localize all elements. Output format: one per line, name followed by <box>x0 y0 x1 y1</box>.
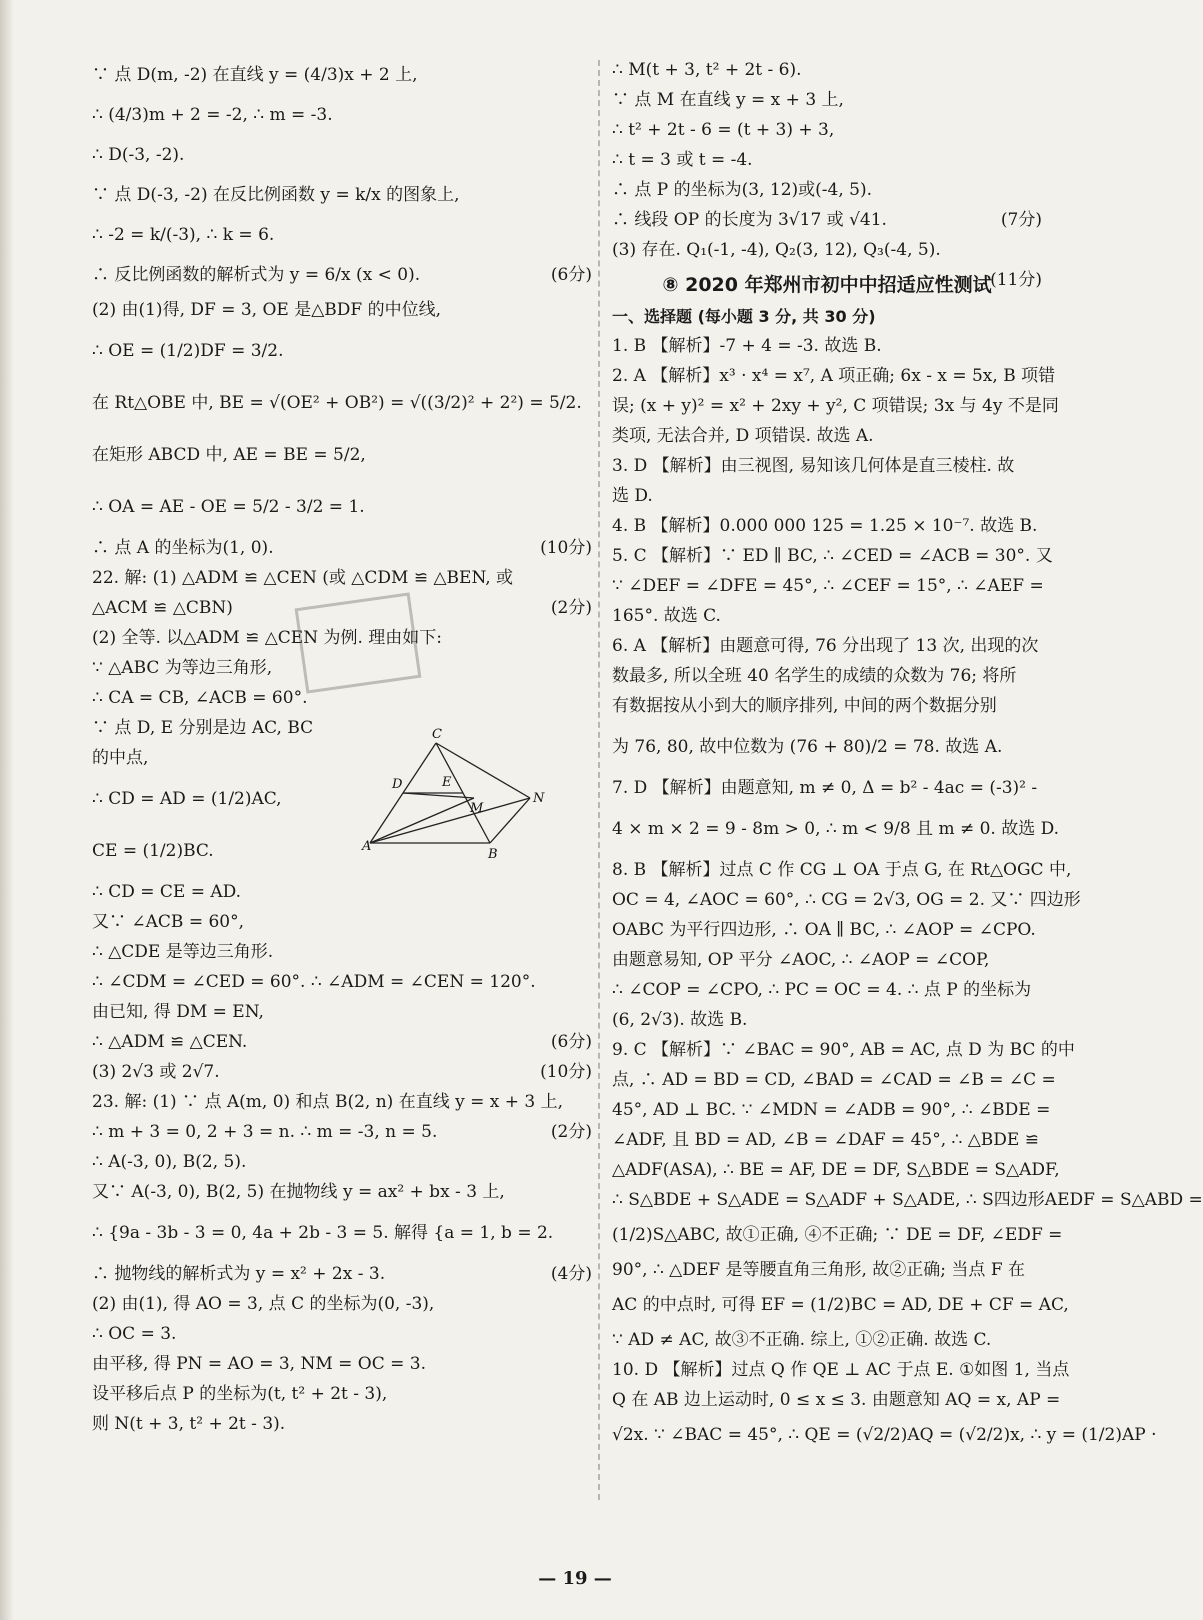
figure-line-an <box>370 798 530 843</box>
solution-line <box>92 1117 592 1147</box>
answer-line <box>612 1065 1056 1095</box>
answer-line-text: ∴ ∠COP = ∠CPO, ∴ PC = OC = 4. ∴ 点 P 的坐标为 <box>612 980 1032 1000</box>
figure-line-bn <box>490 798 530 843</box>
score-mark: (7分) <box>1000 210 1042 230</box>
solution-line <box>92 937 592 967</box>
solution-line-text: ∴ CA = CB, ∠ACB = 60°. <box>92 688 308 708</box>
solution-line <box>92 215 592 255</box>
solution-line <box>92 1177 592 1207</box>
column-divider <box>598 60 600 1500</box>
solution-line-text: 又∵ A(-3, 0), B(2, 5) 在抛物线 y = ax² + bx - 3 上, <box>92 1182 505 1202</box>
solution-line-text: 则 N(t + 3, t² + 2t - 3). <box>92 1414 286 1434</box>
solution-line <box>92 653 592 683</box>
solution-line-text: 又∵ ∠ACB = 60°, <box>92 912 245 932</box>
answer-line <box>612 1325 1042 1355</box>
solution-line <box>92 1057 592 1087</box>
answer-line <box>612 1215 1063 1255</box>
score-mark: (10分) <box>540 1062 592 1082</box>
answer-line <box>612 331 1042 361</box>
answer-line <box>612 885 1081 915</box>
figure-label-c: C <box>432 727 442 742</box>
answer-line <box>612 721 1042 773</box>
answer-line <box>612 1415 1157 1455</box>
solution-line-text: ∴ t² + 2t - 6 = (t + 3) + 3, <box>612 120 835 140</box>
solution-line-text: 设平移后点 P 的坐标为(t, t² + 2t - 3), <box>92 1384 388 1404</box>
answer-line <box>612 541 1053 571</box>
answer-line-text: 45°, AD ⊥ BC. ∵ ∠MDN = ∠ADB = 90°, ∴ ∠BDE = <box>612 1100 1051 1120</box>
answer-line-text: 类项, 无法合并, D 项错误. 故选 A. <box>612 426 874 446</box>
solution-line <box>92 325 592 377</box>
answer-line-text: 9. C 【解析】∵ ∠BAC = 90°, AB = AC, 点 D 为 BC 的中 <box>612 1040 1075 1060</box>
solution-line <box>92 563 592 593</box>
answer-line <box>612 421 1042 451</box>
solution-line-text: (2) 由(1), 得 AO = 3, 点 C 的坐标为(0, -3), <box>92 1294 435 1314</box>
solution-line-text: ∴ 点 P 的坐标为(3, 12)或(-4, 5). <box>612 180 873 200</box>
solution-line-text: 在矩形 ABCD 中, AE = BE = 5/2, <box>92 445 366 465</box>
score-mark: (6分) <box>550 1032 592 1052</box>
solution-line <box>92 1259 592 1289</box>
answer-line-text: 5. C 【解析】∵ ED ∥ BC, ∴ ∠CED = ∠ACB = 30°. 又 <box>612 546 1053 566</box>
solution-line-text: ∴ M(t + 3, t² + 2t - 6). <box>612 60 802 80</box>
solution-line <box>92 1289 592 1319</box>
solution-line <box>92 683 592 713</box>
solution-line-text: ∴ CD = AD = (1/2)AC, <box>92 789 282 809</box>
answer-line <box>612 451 1042 481</box>
answer-line <box>612 915 1042 945</box>
page-edge-shadow <box>0 0 14 1620</box>
page-number: — 19 — <box>538 1568 612 1589</box>
solution-line <box>92 481 592 533</box>
answer-line <box>612 1185 1203 1215</box>
answer-line-text: (6, 2√3). 故选 B. <box>612 1010 748 1030</box>
answer-line-text: ∠ADF, 且 BD = AD, ∠B = ∠DAF = 45°, ∴ △BDE ≌ <box>612 1130 1039 1150</box>
answer-line-text: 3. D 【解析】由三视图, 易知该几何体是直三棱柱. 故 <box>612 456 1015 476</box>
solution-line-text: ∴ 线段 OP 的长度为 3√17 或 √41. <box>612 210 887 230</box>
solution-line <box>612 175 1042 205</box>
solution-line <box>92 1147 592 1177</box>
answer-line-text: 2. A 【解析】x³ · x⁴ = x⁷, A 项正确; 6x - x = 5x, B 项错 <box>612 366 1056 386</box>
solution-line <box>92 877 592 907</box>
score-mark: (6分) <box>550 265 592 285</box>
answer-line-text: AC 的中点时, 可得 EF = (1/2)BC = AD, DE + CF = AC, <box>612 1295 1069 1315</box>
solution-line <box>92 255 592 295</box>
answer-line <box>612 803 1060 855</box>
answer-line <box>612 1125 1042 1155</box>
solution-line <box>612 85 1042 115</box>
answer-line <box>612 631 1042 661</box>
answer-line-text: 4 × m × 2 = 9 - 8m > 0, ∴ m < 9/8 且 m ≠ 0. 故选 D. <box>612 819 1060 839</box>
figure-label-d: D <box>392 777 403 792</box>
answer-line <box>612 391 1059 421</box>
answer-line <box>612 945 1042 975</box>
answer-line <box>612 601 1042 631</box>
answer-line <box>612 1385 1061 1415</box>
figure-label-n: N <box>533 791 545 806</box>
score-mark: (2分) <box>550 1122 592 1142</box>
answer-line-text: OABC 为平行四边形, ∴ OA ∥ BC, ∴ ∠AOP = ∠CPO. <box>612 920 1036 940</box>
solution-line <box>612 205 1042 235</box>
answer-line-text: Q 在 AB 边上运动时, 0 ≤ x ≤ 3. 由题意知 AQ = x, AP = <box>612 1390 1061 1410</box>
answer-line-text: (1/2)S△ABC, 故①正确, ④不正确; ∵ DE = DF, ∠EDF = <box>612 1225 1063 1245</box>
solution-line-text: ∴ t = 3 或 t = -4. <box>612 150 753 170</box>
solution-line <box>92 55 592 95</box>
answer-line-text: △ADF(ASA), ∴ BE = AF, DE = DF, S△BDE = S△ADF, <box>612 1160 1060 1180</box>
solution-line-text: ∴ 抛物线的解析式为 y = x² + 2x - 3. <box>92 1264 386 1284</box>
answer-line <box>612 1005 1042 1035</box>
solution-line-text: 22. 解: (1) △ADM ≌ △CEN (或 △CDM ≌ △BEN, 或 <box>92 568 514 588</box>
solution-line-text: 由已知, 得 DM = EN, <box>92 1002 264 1022</box>
solution-line <box>92 95 592 135</box>
solution-line-text: 的中点, <box>92 748 149 768</box>
solution-line <box>92 295 592 325</box>
answer-line <box>612 1035 1075 1065</box>
solution-line <box>612 55 1042 85</box>
answer-line <box>612 1355 1070 1385</box>
answer-line-text: √2x. ∵ ∠BAC = 45°, ∴ QE = (√2/2)AQ = (√2/2)x, ∴ y = (1/2)AP · <box>612 1425 1157 1445</box>
solution-line <box>92 623 592 653</box>
solution-line <box>92 135 592 175</box>
solution-line <box>92 997 592 1027</box>
solution-line-text: (2) 由(1)得, DF = 3, OE 是△BDF 的中位线, <box>92 300 442 320</box>
solution-line-text: ∵ 点 D, E 分别是边 AC, BC <box>92 718 314 738</box>
answer-line <box>612 661 1042 691</box>
figure-label-e: E <box>442 775 452 790</box>
answer-line-text: 为 76, 80, 故中位数为 (76 + 80)/2 = 78. 故选 A. <box>612 737 1003 757</box>
solution-line-text: 23. 解: (1) ∵ 点 A(m, 0) 和点 B(2, n) 在直线 y = x + 3 上, <box>92 1092 564 1112</box>
right-column <box>612 55 1203 1455</box>
answer-line-text: 1. B 【解析】-7 + 4 = -3. 故选 B. <box>612 336 882 356</box>
solution-line <box>92 1027 592 1057</box>
solution-line-text: ∵ △ABC 为等边三角形, <box>92 658 273 678</box>
answer-line <box>612 773 1042 803</box>
answer-line <box>612 855 1072 885</box>
solution-line-text: ∴ (4/3)m + 2 = -2, ∴ m = -3. <box>92 105 333 125</box>
solution-line <box>92 175 592 215</box>
answer-line-text: 由题意易知, OP 平分 ∠AOC, ∴ ∠AOP = ∠COP, <box>612 950 990 970</box>
triangle-figure <box>362 727 570 862</box>
solution-line-text: ∴ △ADM ≌ △CEN. <box>92 1032 248 1052</box>
solution-line-text: ∴ OE = (1/2)DF = 3/2. <box>92 341 284 361</box>
solution-line-text: ∴ △CDE 是等边三角形. <box>92 942 274 962</box>
answer-line-text: ∴ S△BDE + S△ADE = S△ADF + S△ADE, ∴ S四边形AEDF = S△ABD = <box>612 1190 1203 1210</box>
solution-line <box>92 1087 592 1117</box>
answer-line <box>612 975 1042 1005</box>
solution-line <box>92 1207 592 1259</box>
answer-line-text: 165°. 故选 C. <box>612 606 721 626</box>
answer-line <box>612 1095 1051 1125</box>
solution-line-text: 由平移, 得 PN = AO = 3, NM = OC = 3. <box>92 1354 427 1374</box>
choice-section-heading: 一、选择题 (每小题 3 分, 共 30 分) <box>612 307 876 326</box>
solution-line-text: ∴ OA = AE - OE = 5/2 - 3/2 = 1. <box>92 497 365 517</box>
answer-line <box>612 481 1042 511</box>
answer-line <box>612 1155 1060 1185</box>
answer-line <box>612 571 1042 601</box>
figure-label-b: B <box>488 847 498 862</box>
answer-line-text: 8. B 【解析】过点 C 作 CG ⊥ OA 于点 G, 在 Rt△OGC 中, <box>612 860 1072 880</box>
solution-line <box>612 235 1042 265</box>
solution-line-text: CE = (1/2)BC. <box>92 841 214 861</box>
solution-line <box>612 145 1042 175</box>
solution-line-text: ∴ 反比例函数的解析式为 y = 6/x (x < 0). <box>92 265 421 285</box>
solution-line-text: (2) 全等. 以△ADM ≌ △CEN 为例. 理由如下: <box>92 628 443 648</box>
solution-line-text: ∴ m + 3 = 0, 2 + 3 = n. ∴ m = -3, n = 5. <box>92 1122 438 1142</box>
solution-line-text: 在 Rt△OBE 中, BE = √(OE² + OB²) = √((3/2)² + 2²) = 5/2. <box>92 393 582 413</box>
solution-line <box>92 377 592 429</box>
solution-line <box>92 593 592 623</box>
solution-line-text: ∵ 点 D(m, -2) 在直线 y = (4/3)x + 2 上, <box>92 65 418 85</box>
solution-line <box>92 967 592 997</box>
figure-label-m: M <box>470 801 484 816</box>
answer-line-text: 4. B 【解析】0.000 000 125 = 1.25 × 10⁻⁷. 故选 B. <box>612 516 1038 536</box>
answer-line-text: 6. A 【解析】由题意可得, 76 分出现了 13 次, 出现的次 <box>612 636 1039 656</box>
solution-line-text: ∴ {9a - 3b - 3 = 0, 4a + 2b - 3 = 5. 解得 {a = 1, b = 2. <box>92 1223 554 1243</box>
solution-line-text: ∴ A(-3, 0), B(2, 5). <box>92 1152 247 1172</box>
answer-line-text: 7. D 【解析】由题意知, m ≠ 0, Δ = b² - 4ac = (-3)² - <box>612 778 1038 798</box>
answer-line-text: 数最多, 所以全班 40 名学生的成绩的众数为 76; 将所 <box>612 666 1017 686</box>
figure-label-a: A <box>362 839 372 854</box>
score-mark: (2分) <box>550 598 592 618</box>
answer-line <box>612 1285 1069 1325</box>
answer-line <box>612 361 1056 391</box>
solution-line <box>92 1409 592 1439</box>
answer-line-text: 90°, ∴ △DEF 是等腰直角三角形, 故②正确; 当点 F 在 <box>612 1260 1026 1280</box>
answer-line-text: 点, ∴ AD = BD = CD, ∠BAD = ∠CAD = ∠B = ∠C = <box>612 1070 1056 1090</box>
answer-line-text: 有数据按从小到大的顺序排列, 中间的两个数据分别 <box>612 696 997 716</box>
answer-line <box>612 691 1042 721</box>
score-mark: (10分) <box>540 538 592 558</box>
solution-line <box>92 533 592 563</box>
answer-line-text: 误; (x + y)² = x² + 2xy + y², C 项错误; 3x 与 4y 不是同 <box>612 396 1059 416</box>
answer-line-text: ∵ AD ≠ AC, 故③不正确. 综上, ①②正确. 故选 C. <box>612 1330 992 1350</box>
solution-line <box>612 115 1042 145</box>
solution-line-text: (3) 存在. Q₁(-1, -4), Q₂(3, 12), Q₃(-4, 5). <box>612 240 941 260</box>
section-title: ⑧ 2020 年郑州市初中中招适应性测试 <box>662 274 992 296</box>
answer-line <box>612 1255 1042 1285</box>
score-mark: (11分) <box>990 270 1042 290</box>
solution-line <box>92 1349 592 1379</box>
solution-line-text: ∴ CD = CE = AD. <box>92 882 242 902</box>
answer-line-text: 选 D. <box>612 486 653 506</box>
solution-line-text: ∴ 点 A 的坐标为(1, 0). <box>92 538 274 558</box>
solution-line-text: ∴ ∠CDM = ∠CED = 60°. ∴ ∠ADM = ∠CEN = 120°. <box>92 972 536 992</box>
solution-line-text: ∴ D(-3, -2). <box>92 145 185 165</box>
solution-line-text: (3) 2√3 或 2√7. <box>92 1062 220 1082</box>
solution-line <box>92 429 592 481</box>
answer-line-text: 10. D 【解析】过点 Q 作 QE ⊥ AC 于点 E. ①如图 1, 当点 <box>612 1360 1070 1380</box>
solution-line-text: ∴ -2 = k/(-3), ∴ k = 6. <box>92 225 275 245</box>
solution-line-text: ∵ 点 M 在直线 y = x + 3 上, <box>612 90 844 110</box>
solution-line-text: ∵ 点 D(-3, -2) 在反比例函数 y = k/x 的图象上, <box>92 185 460 205</box>
solution-line-text: △ACM ≌ △CBN) <box>92 598 233 618</box>
solution-line <box>92 1379 592 1409</box>
solution-line-text: ∴ OC = 3. <box>92 1324 177 1344</box>
solution-line <box>92 907 592 937</box>
answer-line <box>612 511 1042 541</box>
answer-line-text: ∵ ∠DEF = ∠DFE = 45°, ∴ ∠CEF = 15°, ∴ ∠AEF = <box>612 576 1044 596</box>
solution-line <box>92 1319 592 1349</box>
score-mark: (4分) <box>550 1264 592 1284</box>
answer-line-text: OC = 4, ∠AOC = 60°, ∴ CG = 2√3, OG = 2. 又∵ 四边形 <box>612 890 1081 910</box>
